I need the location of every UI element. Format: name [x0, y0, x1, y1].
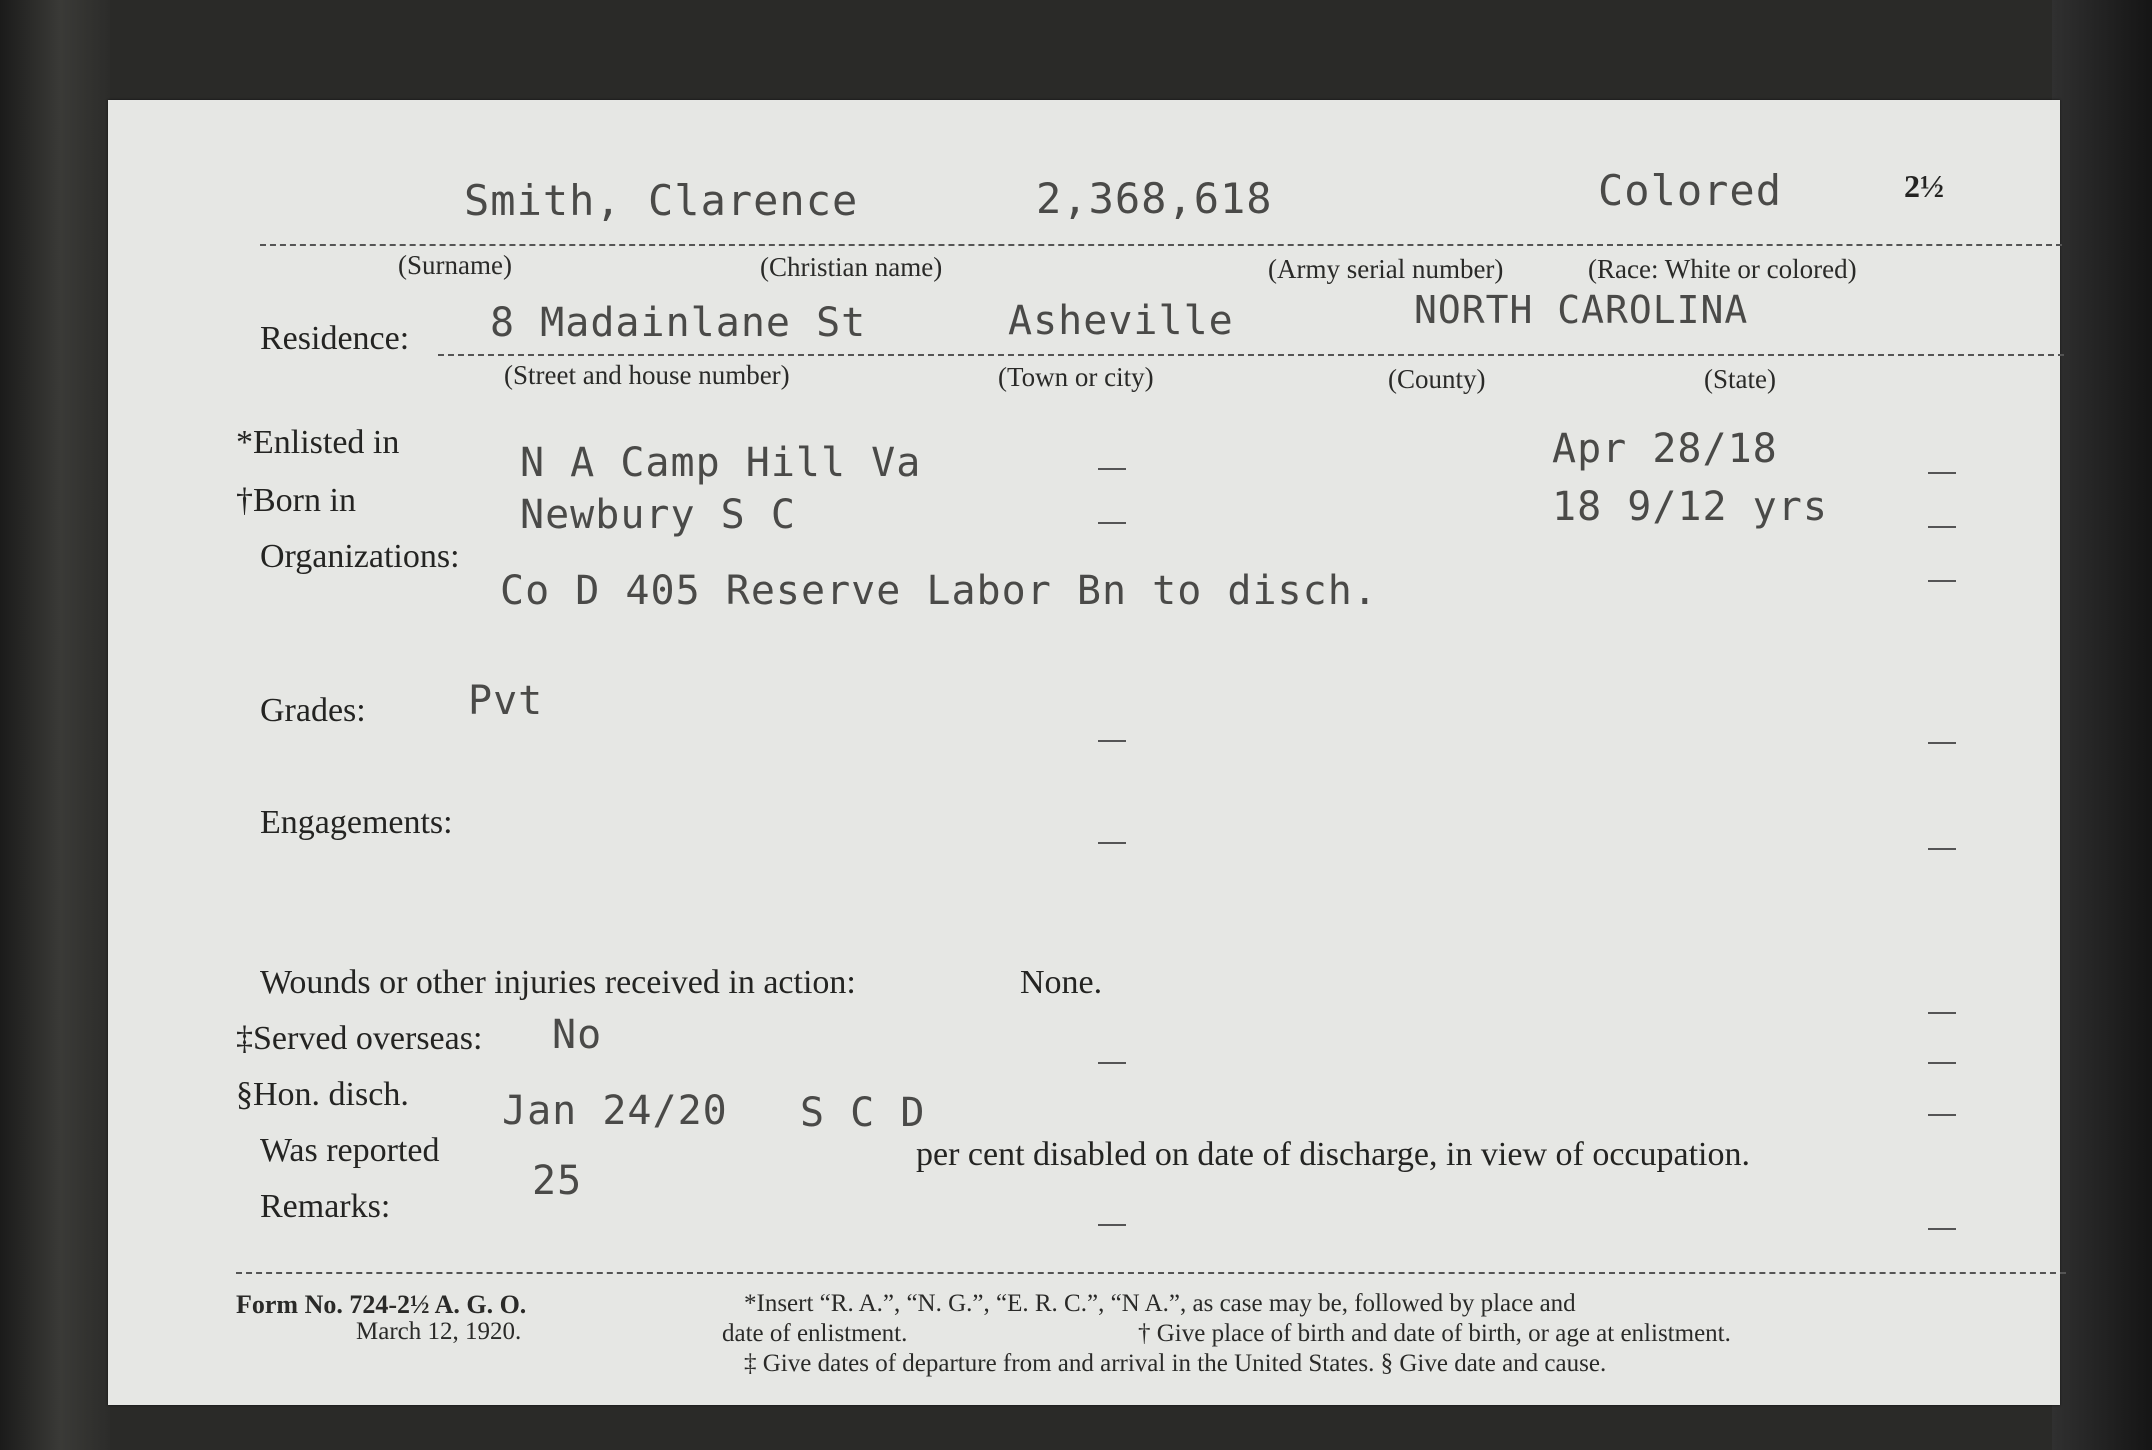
- footnote-line-1: *Insert “R. A.”, “N. G.”, “E. R. C.”, “N A.”, as case may be, followed by place and: [744, 1290, 1576, 1317]
- reported-percent: 25: [532, 1158, 583, 1204]
- race-value: Colored: [1598, 166, 1783, 215]
- field-dash: [1928, 848, 1956, 850]
- residence-street: 8 Madainlane St: [490, 300, 867, 346]
- enlisted-date: Apr 28/18: [1552, 426, 1778, 472]
- christian-name-caption: (Christian name): [760, 252, 943, 282]
- enlisted-place: N A Camp Hill Va: [520, 440, 922, 486]
- enlistment-record-card: [108, 100, 2060, 1405]
- card-code: 2½: [1904, 168, 1944, 204]
- field-dash: [1928, 580, 1956, 582]
- field-dash: [1928, 1062, 1956, 1064]
- remarks-label: Remarks:: [260, 1188, 391, 1225]
- street-caption: (Street and house number): [504, 360, 790, 390]
- overseas-label: ‡Served overseas:: [236, 1020, 483, 1057]
- serial-caption: (Army serial number): [1268, 254, 1504, 284]
- field-dash: [1928, 472, 1956, 474]
- overseas-value: No: [552, 1012, 603, 1058]
- footnote-line-3: ‡ Give dates of departure from and arrival in the United States. § Give date and cause.: [744, 1350, 1607, 1377]
- field-dash: [1928, 742, 1956, 744]
- footnote-line-2b: † Give place of birth and date of birth, or age at enlistment.: [1138, 1320, 1731, 1347]
- header-rule: [260, 244, 2062, 246]
- born-label: †Born in: [236, 482, 356, 519]
- residence-rule: [438, 354, 2064, 356]
- discharge-date: Jan 24/20: [502, 1088, 728, 1134]
- discharge-code: S C D: [800, 1090, 926, 1136]
- scanner-background-right: [2052, 0, 2152, 1450]
- grades-value: Pvt: [468, 678, 544, 724]
- field-dash: [1098, 1224, 1126, 1226]
- state-caption: (State): [1704, 364, 1776, 394]
- form-date: March 12, 1920.: [356, 1318, 522, 1345]
- reported-suffix: per cent disabled on date of discharge, in view of occupation.: [916, 1136, 1750, 1173]
- field-dash: [1098, 1062, 1126, 1064]
- town-caption: (Town or city): [998, 362, 1154, 392]
- county-caption: (County): [1388, 364, 1486, 394]
- scanner-background-left: [0, 0, 110, 1450]
- field-dash: [1928, 1012, 1956, 1014]
- residence-town: Asheville: [1008, 298, 1234, 344]
- field-dash: [1098, 740, 1126, 742]
- residence-label: Residence:: [260, 320, 410, 357]
- grades-label: Grades:: [260, 692, 366, 729]
- wounds-value: None.: [1020, 964, 1103, 1001]
- field-dash: [1098, 842, 1126, 844]
- field-dash: [1928, 1114, 1956, 1116]
- residence-state: NORTH CAROLINA: [1414, 288, 1749, 332]
- reported-label: Was reported: [260, 1132, 440, 1169]
- wounds-label: Wounds or other injuries received in action:: [260, 964, 856, 1001]
- race-caption: (Race: White or colored): [1588, 254, 1857, 284]
- organizations-label: Organizations:: [260, 538, 460, 575]
- field-dash: [1928, 526, 1956, 528]
- form-number: Form No. 724-2½ A. G. O.: [236, 1290, 527, 1319]
- born-place: Newbury S C: [520, 492, 796, 538]
- engagements-label: Engagements:: [260, 804, 453, 841]
- organizations-value: Co D 405 Reserve Labor Bn to disch.: [500, 568, 1378, 614]
- surname-caption: (Surname): [398, 250, 512, 280]
- discharge-label: §Hon. disch.: [236, 1076, 409, 1113]
- footnote-line-2a: date of enlistment.: [722, 1320, 908, 1347]
- born-age: 18 9/12 yrs: [1552, 484, 1828, 530]
- serial-number: 2,368,618: [1036, 174, 1273, 223]
- field-dash: [1098, 522, 1126, 524]
- field-dash: [1928, 1228, 1956, 1230]
- enlisted-label: *Enlisted in: [236, 424, 400, 461]
- footer-rule: [236, 1272, 2066, 1274]
- field-dash: [1098, 468, 1126, 470]
- soldier-name: Smith, Clarence: [464, 176, 859, 225]
